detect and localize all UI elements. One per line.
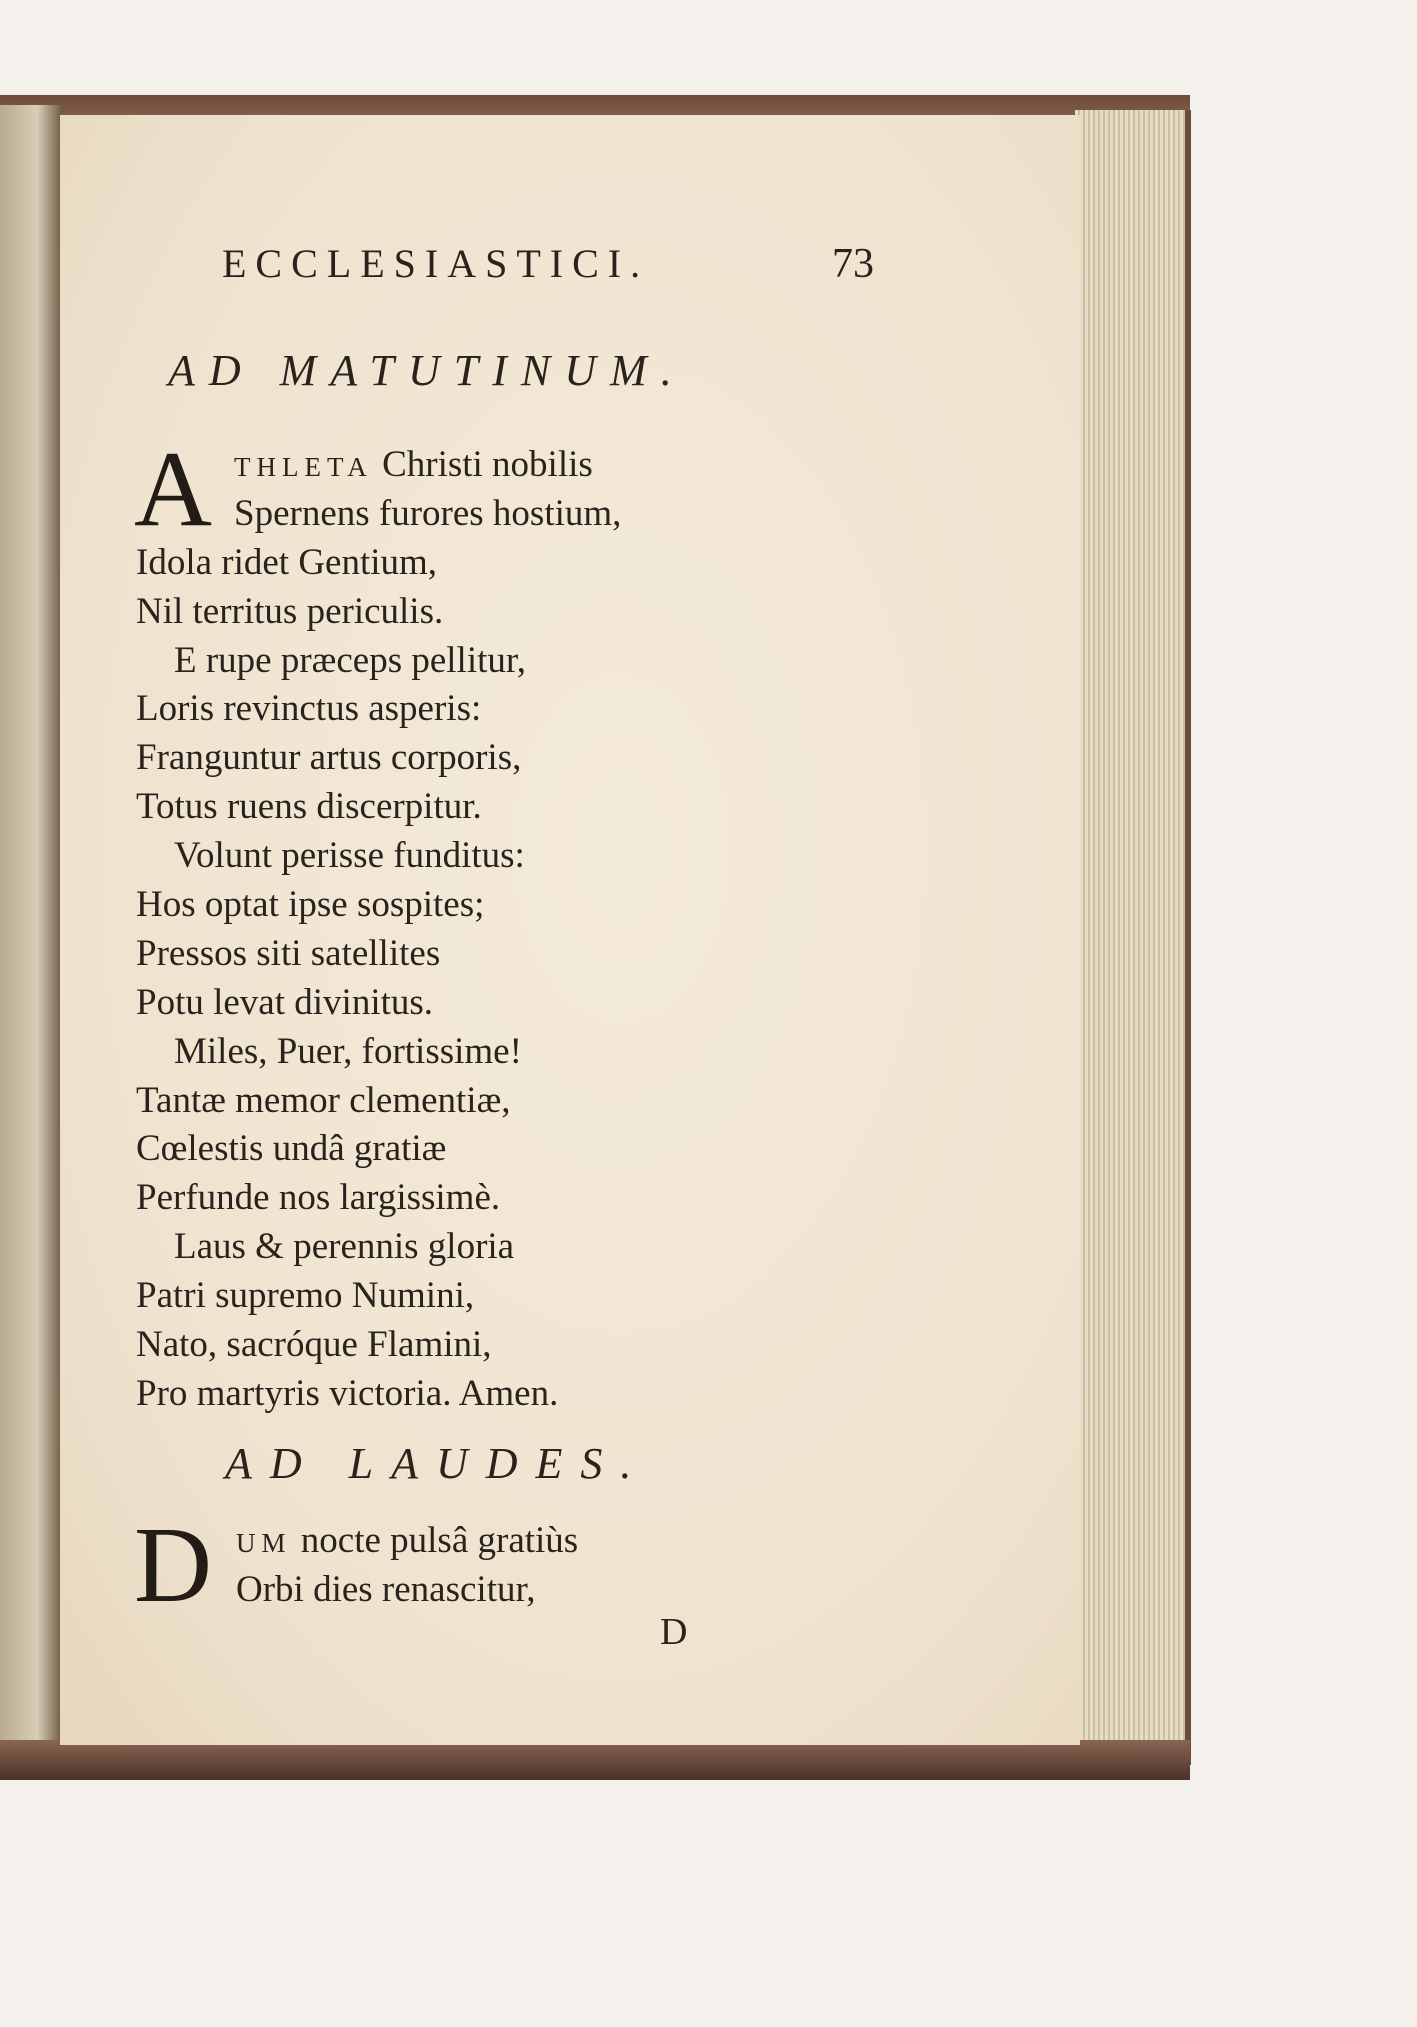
drop-cap-d: D — [134, 1506, 212, 1625]
verse-line — [136, 1516, 578, 1565]
verse-line: Laus & perennis gloria — [174, 1226, 515, 1268]
hymn-laudes — [136, 1516, 578, 1614]
verse-line: Franguntur artus corporis, — [136, 737, 522, 779]
verse-line: Pressos siti satellites — [136, 932, 441, 974]
book-cover-bottom — [0, 1740, 1190, 1780]
verse-line: Loris revinctus asperis: — [136, 688, 482, 730]
verse-line: E rupe præceps pellitur, — [174, 639, 526, 681]
small-caps-word: THLETA — [234, 452, 373, 482]
page-number: 73 — [832, 241, 874, 287]
verse-line: Orbi dies renascitur, — [236, 1568, 536, 1610]
verse-line: Nil territus periculis. — [136, 590, 444, 632]
verse-line: Pro martyris victoria. Amen. — [136, 1372, 559, 1414]
signature-mark: D — [660, 1611, 688, 1653]
verse-line: Hos optat ipse sospites; — [136, 884, 485, 926]
section-heading-laudes: AD LAUDES. — [225, 1439, 650, 1488]
verse-line — [136, 440, 621, 489]
verse-line: Totus ruens discerpitur. — [136, 786, 482, 828]
verse-line: Spernens furores hostium, — [234, 492, 622, 534]
drop-cap-a: A — [134, 430, 212, 549]
verse-line: Tantæ memor clementiæ, — [136, 1079, 511, 1121]
verse-line: Perfunde nos largissimè. — [136, 1177, 501, 1219]
section-heading-matutinum: AD MATUTINUM. — [168, 346, 686, 395]
small-caps-word: UM — [236, 1528, 292, 1558]
verse-line: Nato, sacróque Flamini, — [136, 1324, 492, 1366]
verse-line: Miles, Puer, fortissime! — [174, 1030, 522, 1072]
verse-line: Volunt perisse funditus: — [174, 835, 525, 877]
book-gutter — [0, 105, 62, 1765]
verse-text: nocte pulsâ gratiùs — [300, 1520, 579, 1561]
verse-line: Cœlestis undâ gratiæ — [136, 1128, 447, 1170]
running-head: ECCLESIASTICI. — [222, 241, 650, 286]
verse-line: Idola ridet Gentium, — [136, 541, 438, 583]
verse-text: Christi nobilis — [382, 444, 593, 485]
hymn-matutinum — [136, 440, 621, 1418]
verse-line: Patri supremo Numini, — [136, 1275, 475, 1317]
verse-line: Potu levat divinitus. — [136, 981, 434, 1023]
page-edges — [1075, 110, 1191, 1765]
